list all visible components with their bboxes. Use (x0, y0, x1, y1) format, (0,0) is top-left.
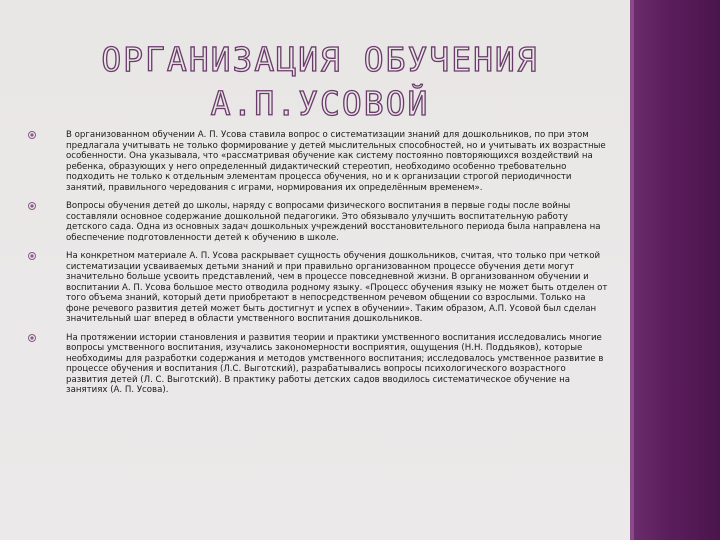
paragraph-text: Вопросы обучения детей до школы, наряду с вопросами физического воспитания в первые годы после войны составляли основное содержание дошкольной педагогики. Это обязывало улучшить воспитательную работу детского сада. Одна из основных задач дошкольных учреждений восстановительного периода была направлена на обеспечение подготовленности детей к обучению в школе. (66, 201, 601, 243)
paragraph-text: На протяжении истории становления и развития теории и практики умственного воспитания исследовались многие вопросы умственного воспитания, изучались закономерности восприятия, ощущения (Н.Н. Поддьяков), которые необходимы для разработки содержания и методов умственного воспитания; исследовалось умственное развитие в процессе обучения и воспитания (Л.С. Выготский), разрабатывались вопросы психологического возрастного развития детей (Л. С. Выготский). В практику работы детских садов вводилось систематическое обучение на занятиях (А. П. Усова). (66, 332, 604, 395)
title-line-1: ОРГАНИЗАЦИЯ ОБУЧЕНИЯ (101, 40, 539, 79)
sidebar-edge (630, 0, 634, 540)
bullet-list (28, 130, 608, 404)
list-item (28, 130, 608, 193)
paragraph-text: На конкретном материале А. П. Усова раскрывает сущность обучения дошкольников, считая, что только при четкой систематизации усваиваемых детьми знаний и при правильно организованном процессе обучения дети могут значительно больше усвоить представлений, чем в процессе повседневной жизни. В организованном обучении и воспитании А. П. Усова большое место отводила родному языку. «Процесс обучения языку не может быть отделен от того объема знаний, который дети приобретают в непосредственном речевом общении со взрослыми. Только на фоне речевого развития детей может быть достигнут и успех в обучении». Таким образом, А.П. Усовой был сделан значительный шаг вперед в области умственного воспитания дошкольников. (66, 251, 608, 324)
title-line-2: А.П.УСОВОЙ (210, 84, 430, 123)
circle-bullet-icon (28, 202, 36, 210)
circle-bullet-icon (28, 252, 36, 260)
list-item (28, 333, 608, 396)
list-item (28, 251, 608, 325)
decorative-sidebar (630, 0, 720, 540)
list-item (28, 201, 608, 243)
paragraph-text: В организованном обучении А. П. Усова ставила вопрос о систематизации знаний для дошкольников, по при этом предлагала учитывать не только формирование у детей мыслительных способностей, но и учитывать их возрастные особенности. Она указывала, что «рассматривая обучение как систему постоянно повторяющихся воздействий на ребенка, образующих у него определенный дидактический стереотип, необходимо особенно требовательно подходить не только к отдельным элементам процесса обучения, но и к организации строгой периодичности занятий, правильного чередования с играми, нормирования их определённым временем». (66, 130, 606, 193)
slide-title (40, 38, 600, 126)
circle-bullet-icon (28, 131, 36, 139)
circle-bullet-icon (28, 334, 36, 342)
